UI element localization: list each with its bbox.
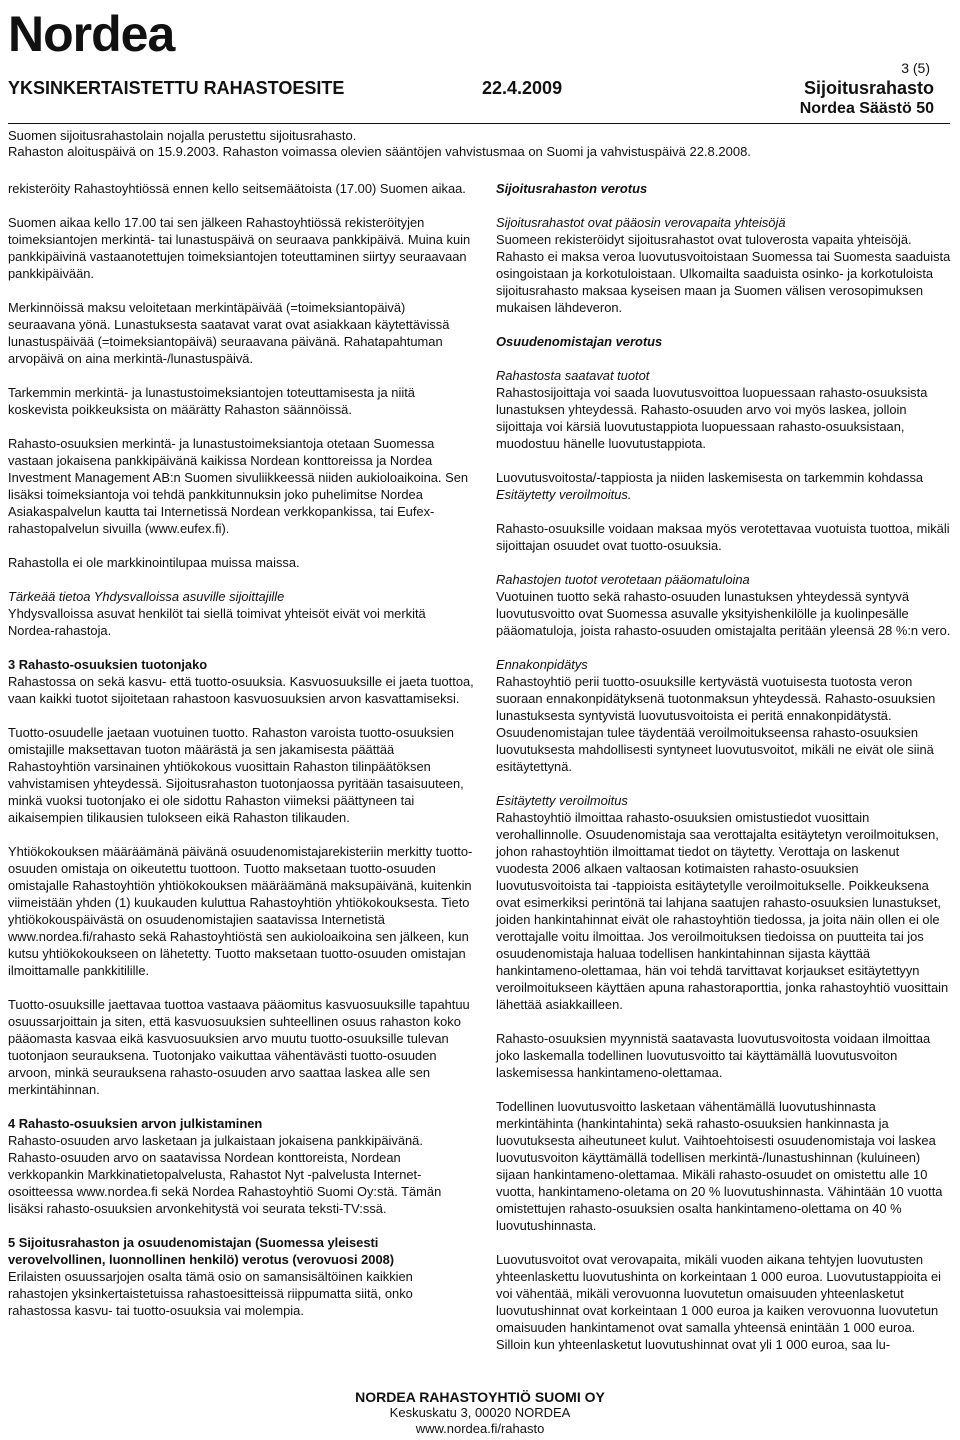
paragraph: Suomen aikaa kello 17.00 tai sen jälkeen Rahastoyhtiössä rekisteröityjen toimeksiantojen merkintä- tai lunastuspäivä on seuraava pankkipäivä. Muina kuin pankkipäivinä vastaanotettujen toimeksiantojen toteuttaminen siirtyy seuraavaan pankkipäivään. <box>8 215 471 281</box>
subsection-heading: Esitäytetty veroilmoitus <box>496 793 628 808</box>
document-type: Sijoitusrahasto <box>803 78 934 98</box>
document-header <box>8 78 934 102</box>
subsection-heading: Ennakonpidätys <box>496 657 588 672</box>
subsection-heading: Rahastosta saatavat tuotot <box>496 368 650 383</box>
header-subtitle <box>8 128 751 160</box>
paragraph: Rahastoyhtiö perii tuotto-osuuksille kertyvästä vuotuisesta tuotosta veron suoraan ennakonpidätyksenä tuotonmaksun yhteydessä. Rahasto-osuuksien lunastuksesta syntyvistä luovutusvoitoista ei peritä ennakonpidätystä. Osuudenomistajan tulee täydentää veroilmoitukseensa rahasto-osuuksien luovutuksesta mahdollisesti syntyneet luovutusvoitot, mikäli ne eivät ole siinä esitäytettynä. <box>496 674 936 774</box>
subtitle-line: Rahaston aloituspäivä on 15.9.2003. Rahaston voimassa olevien sääntöjen vahvistusmaa on Suomi ja vahvistuspäivä 22.8.2008. <box>8 144 751 159</box>
subsection-heading: Tärkeää tietoa Yhdysvalloissa asuville sijoittajille <box>8 589 285 604</box>
paragraph: Erilaisten osuussarjojen osalta tämä osio on samansisältöinen kaikkien rahastojen yksinkertaistetuissa rahastoesitteissä riippumatta siitä, onko rahastossa kasvu- tai tuotto-osuuksia vai molempia. <box>8 1269 413 1318</box>
left-column <box>8 180 474 1336</box>
paragraph: Rahastolla ei ole markkinointilupaa muissa maissa. <box>8 555 300 570</box>
page-footer <box>300 1389 660 1437</box>
section-heading: 3 Rahasto-osuuksien tuotonjako <box>8 657 208 672</box>
paragraph: Rahasto-osuuksille voidaan maksaa myös verotettavaa vuotuista tuottoa, mikäli sijoittajan osuudet ovat tuotto-osuuksia. <box>496 521 950 553</box>
paragraph: Rahastoyhtiö ilmoittaa rahasto-osuuksien omistustiedot vuosittain verohallinnolle. Osuudenomistaja saa verottajalta esitäytetyn veroilmoituksen, johon rahastoyhtiön ilmoittamat tiedot on täytetty. Verottaja on laskenut vuodesta 2006 alkaen valtaosan kotimaisten rahasto-osuuksien luovutusvoitoista tai -tappioista esitäytetylle veroilmoitukselle. Poikkeuksena ovat esimerkiksi perintönä tai lahjana saatujen rahasto-osuuksien lunastukset, joiden hankintahinnat eivät ole rahastoyhtiön tiedossa, ja joita näin ollen ei ole verottajalle voitu ilmoittaa. Jos veroilmoituksen tiedoissa on puutteita tai jos osuudenomistaja haluaa todellisen hankintahinnan sijasta käyttää hankintameno-olettamaa, hän voi tehdä tarvittavat korjaukset esitäytettyyn veroilmoitukseen käyttäen apuna rahastoraporttia, jonka rahastoyhtiö vuosittain lähettää asiakkailleen. <box>496 810 949 1012</box>
document-title: YKSINKERTAISTETTU RAHASTOESITE <box>8 78 345 98</box>
subtitle-line: Suomen sijoitusrahastolain nojalla perustettu sijoitusrahasto. <box>8 128 357 143</box>
paragraph: Tuotto-osuuksille jaettavaa tuottoa vastaava pääomitus kasvuosuuksille tapahtuu osuussarjoittain ja siten, että kasvuosuuksien suhteellinen osuus rahaston koko pääomasta kasvaa eikä kasvuosuuksien arvo muutu tuotto-osuuksille tulevan tuotonjaon seurauksena. Tuotonjako vaikuttaa vähentävästi tuotto-osuuden arvoon, minkä seurauksena rahasto-osuuden arvo saattaa laskea alle sen merkintähinnan. <box>8 997 470 1097</box>
section-heading: 4 Rahasto-osuuksien arvon julkistaminen <box>8 1116 263 1131</box>
footer-website: www.nordea.fi/rahasto <box>415 1421 545 1436</box>
paragraph: Vuotuinen tuotto sekä rahasto-osuuden lunastuksen yhteydessä syntyvä luovutusvoitto ovat Suomessa asuvalle yksityishenkilölle ja kuolinpesälle pääomatuloja, joista rahasto-osuuden omistajalta peritään yleensä 28 %:n vero. <box>496 589 951 638</box>
section-heading: 5 Sijoitusrahaston ja osuudenomistajan (Suomessa yleisesti verovelvollinen, luonnollinen henkilö) verotus (verovuosi 2008) <box>8 1235 395 1267</box>
page-number: 3 (5) <box>901 60 930 76</box>
document-date: 22.4.2009 <box>482 78 563 98</box>
text-run: Luovutusvoitosta/-tappiosta ja niiden laskemisesta on tarkemmin kohdassa <box>496 470 924 485</box>
paragraph: Merkinnöissä maksu veloitetaan merkintäpäivää (=toimeksiantopäivä) seuraavana yönä. Lunastuksesta saatavat varat ovat asiakkaan käytettävissä lunastuspäivää (=toimeksiantopäivä) seuraavana päivänä. Rahatapahtuman arvopäivä on aina merkintä-/lunastuspäivä. <box>8 300 450 366</box>
section-heading: Sijoitusrahaston verotus <box>496 181 648 196</box>
paragraph: Rahastossa on sekä kasvu- että tuotto-osuuksia. Kasvuosuuksille ei jaeta tuottoa, vaan kaikki tuotot sijoitetaan rahastoon kasvuosuuksien arvon kasvattamiseksi. <box>8 674 474 706</box>
footer-address: Keskuskatu 3, 00020 NORDEA <box>389 1405 571 1420</box>
right-column <box>496 180 952 1370</box>
paragraph <box>496 469 952 503</box>
footer-company: NORDEA RAHASTOYHTIÖ SUOMI OY <box>355 1389 605 1405</box>
paragraph: Yhtiökokouksen määräämänä päivänä osuudenomistajarekisteriin merkitty tuotto-osuuden omistaja on oikeutettu tuottoon. Tuotto maksetaan tuotto-osuuden omistajalle Rahastoyhtiön yhtiökokouksen määräämänä maksupäivänä, kuitenkin viimeistään yhden (1) kuukauden kuluttua Rahastoyhtiön yhtiökokouksesta. Tieto yhtiökokouspäivästä on osuudenomistajien saatavissa Internetistä www.nordea.fi/rahasto sekä Rahastoyhtiöstä sen aukioloaikoina sen jälkeen, kun kutsu yhtiökokoukseen on lähetetty. Tuotto maksetaan tuotto-osuuden omistajan ilmoittamalle pankkitilille. <box>8 844 473 978</box>
paragraph: Rahasto-osuuden arvo lasketaan ja julkaistaan jokaisena pankkipäivänä. Rahasto-osuuden arvo on saatavissa Nordean konttoreista, Nordean verkkopankin Markkinatietopalvelusta, Rahastot Nyt -palvelusta Internet-osoitteessa www.nordea.fi sekä Nordea Rahastoyhtiö Suomi Oy:stä. Tämän lisäksi rahasto-osuuksien arvonkehitystä voi seurata teksti-TV:ssä. <box>8 1133 442 1216</box>
paragraph: Rahasto-osuuksien merkintä- ja lunastustoimeksiantoja otetaan Suomessa vastaan jokaisena pankkipäivänä kaikissa Nordean konttoreissa ja Nordea Investment Management AB:n Suomen sivuliikkeessä niiden aukioloaikoina. Sen lisäksi toimeksiantoja voi tehdä pankkitunnuksin joko puhelimitse Nordea Asiakaspalvelun kautta tai Internetissä Nordean verkkopankissa, tai Eufex-rahastopalvelun sivuilla (www.eufex.fi). <box>8 436 469 536</box>
paragraph: Yhdysvalloissa asuvat henkilöt tai siellä toimivat yhteisöt eivät voi merkitä Nordea-rahastoja. <box>8 606 426 638</box>
paragraph: Tuotto-osuudelle jaetaan vuotuinen tuotto. Rahaston varoista tuotto-osuuksien omistajille maksettavan tuoton määrästä ja sen jakamisesta päättää Rahastoyhtiön varsinainen yhtiökokous vuosittain Rahaston tilinpäätöksen vahvistamisen yhteydessä. Sijoitusrahaston tuotonjaossa pyritään tasaisuuteen, minkä vuoksi tuotonjako ei ole sidottu Rahaston viimeksi päättyneen tai aikaisempien tilikausien tulokseen eikä Rahaston tilikauden. <box>8 725 464 825</box>
subsection-heading: Rahastojen tuotot verotetaan pääomatuloina <box>496 572 750 587</box>
section-heading: Osuudenomistajan verotus <box>496 334 663 349</box>
cross-reference: Esitäytetty veroilmoitus. <box>496 487 632 502</box>
subsection-heading: Sijoitusrahastot ovat pääosin verovapaita yhteisöjä <box>496 215 786 230</box>
paragraph: Tarkemmin merkintä- ja lunastustoimeksiantojen toteuttamisesta ja niitä koskevista poikkeuksista on määrätty Rahaston säännöissä. <box>8 385 415 417</box>
header-divider <box>8 123 950 124</box>
paragraph: Todellinen luovutusvoitto lasketaan vähentämällä luovutushinnasta merkintähinta (hankintahinta) sekä rahasto-osuuksien hankinnasta ja luovutuksesta aiheutuneet kulut. Vaihtoehtoisesti osuudenomistaja voi laskea luovutusvoiton käyttämällä todellisen merkintä-/lunastushinnan (kuluineen) sijaan hankintameno-olettamaa. Mikäli rahasto-osuudet on omistettu alle 10 vuotta, hankintameno-oletama on 20 % luovutushinnasta. Vähintään 10 vuotta omistettujen rahasto-osuuksien osalta hankintameno-olettama on 40 % luovutushinnasta. <box>496 1099 943 1233</box>
paragraph: Rahastosijoittaja voi saada luovutusvoittoa luopuessaan rahasto-osuuksista lunastuksen yhteydessä. Rahasto-osuuden arvo voi myös laskea, jolloin sijoittaja voi kärsiä luovutustappiota luopuessaan rahasto-osuuksistaan, muodostuu hänelle luovutustappiota. <box>496 385 928 451</box>
fund-name: Nordea Säästö 50 <box>799 100 934 117</box>
nordea-logo: Nordea <box>8 6 175 62</box>
paragraph: Luovutusvoitot ovat verovapaita, mikäli vuoden aikana tehtyjen luovutusten yhteenlaskettu luovutushinta on korkeintaan 1 000 euroa. Luovutustappioita ei voi vähentää, mikäli verovuonna luovutetun omaisuuden yhteenlasketut luovutushinnat ovat korkeintaan 1 000 euroa ja kaiken verovuonna luovutetun omaisuuden hankintamenot ovat samalla yhteensä enintään 1 000 euroa. Silloin kun yhteenlasketut luovutushinnat ovat yli 1 000 euroa, saa lu- <box>496 1252 942 1352</box>
paragraph: rekisteröity Rahastoyhtiössä ennen kello seitsemäätoista (17.00) Suomen aikaa. <box>8 181 466 196</box>
paragraph: Suomeen rekisteröidyt sijoitusrahastot ovat tuloverosta vapaita yhteisöjä. Rahasto ei maksa veroa luovutusvoitoistaan Suomessa tai Suomesta saaduista osingoistaan ja korkotuloistaan. Ulkomailta saaduista osinko- ja korkotuloista sijoitusrahasto maksaa kyseisen maan ja Suomen välisen verosopimuksen mukaisen lähdeveron. <box>496 232 951 315</box>
paragraph: Rahasto-osuuksien myynnistä saatavasta luovutusvoitosta voidaan ilmoittaa joko laskemalla todellinen luovutusvoitto tai käyttämällä luovutusvoiton laskemisessa hankintameno-olettamaa. <box>496 1031 931 1080</box>
